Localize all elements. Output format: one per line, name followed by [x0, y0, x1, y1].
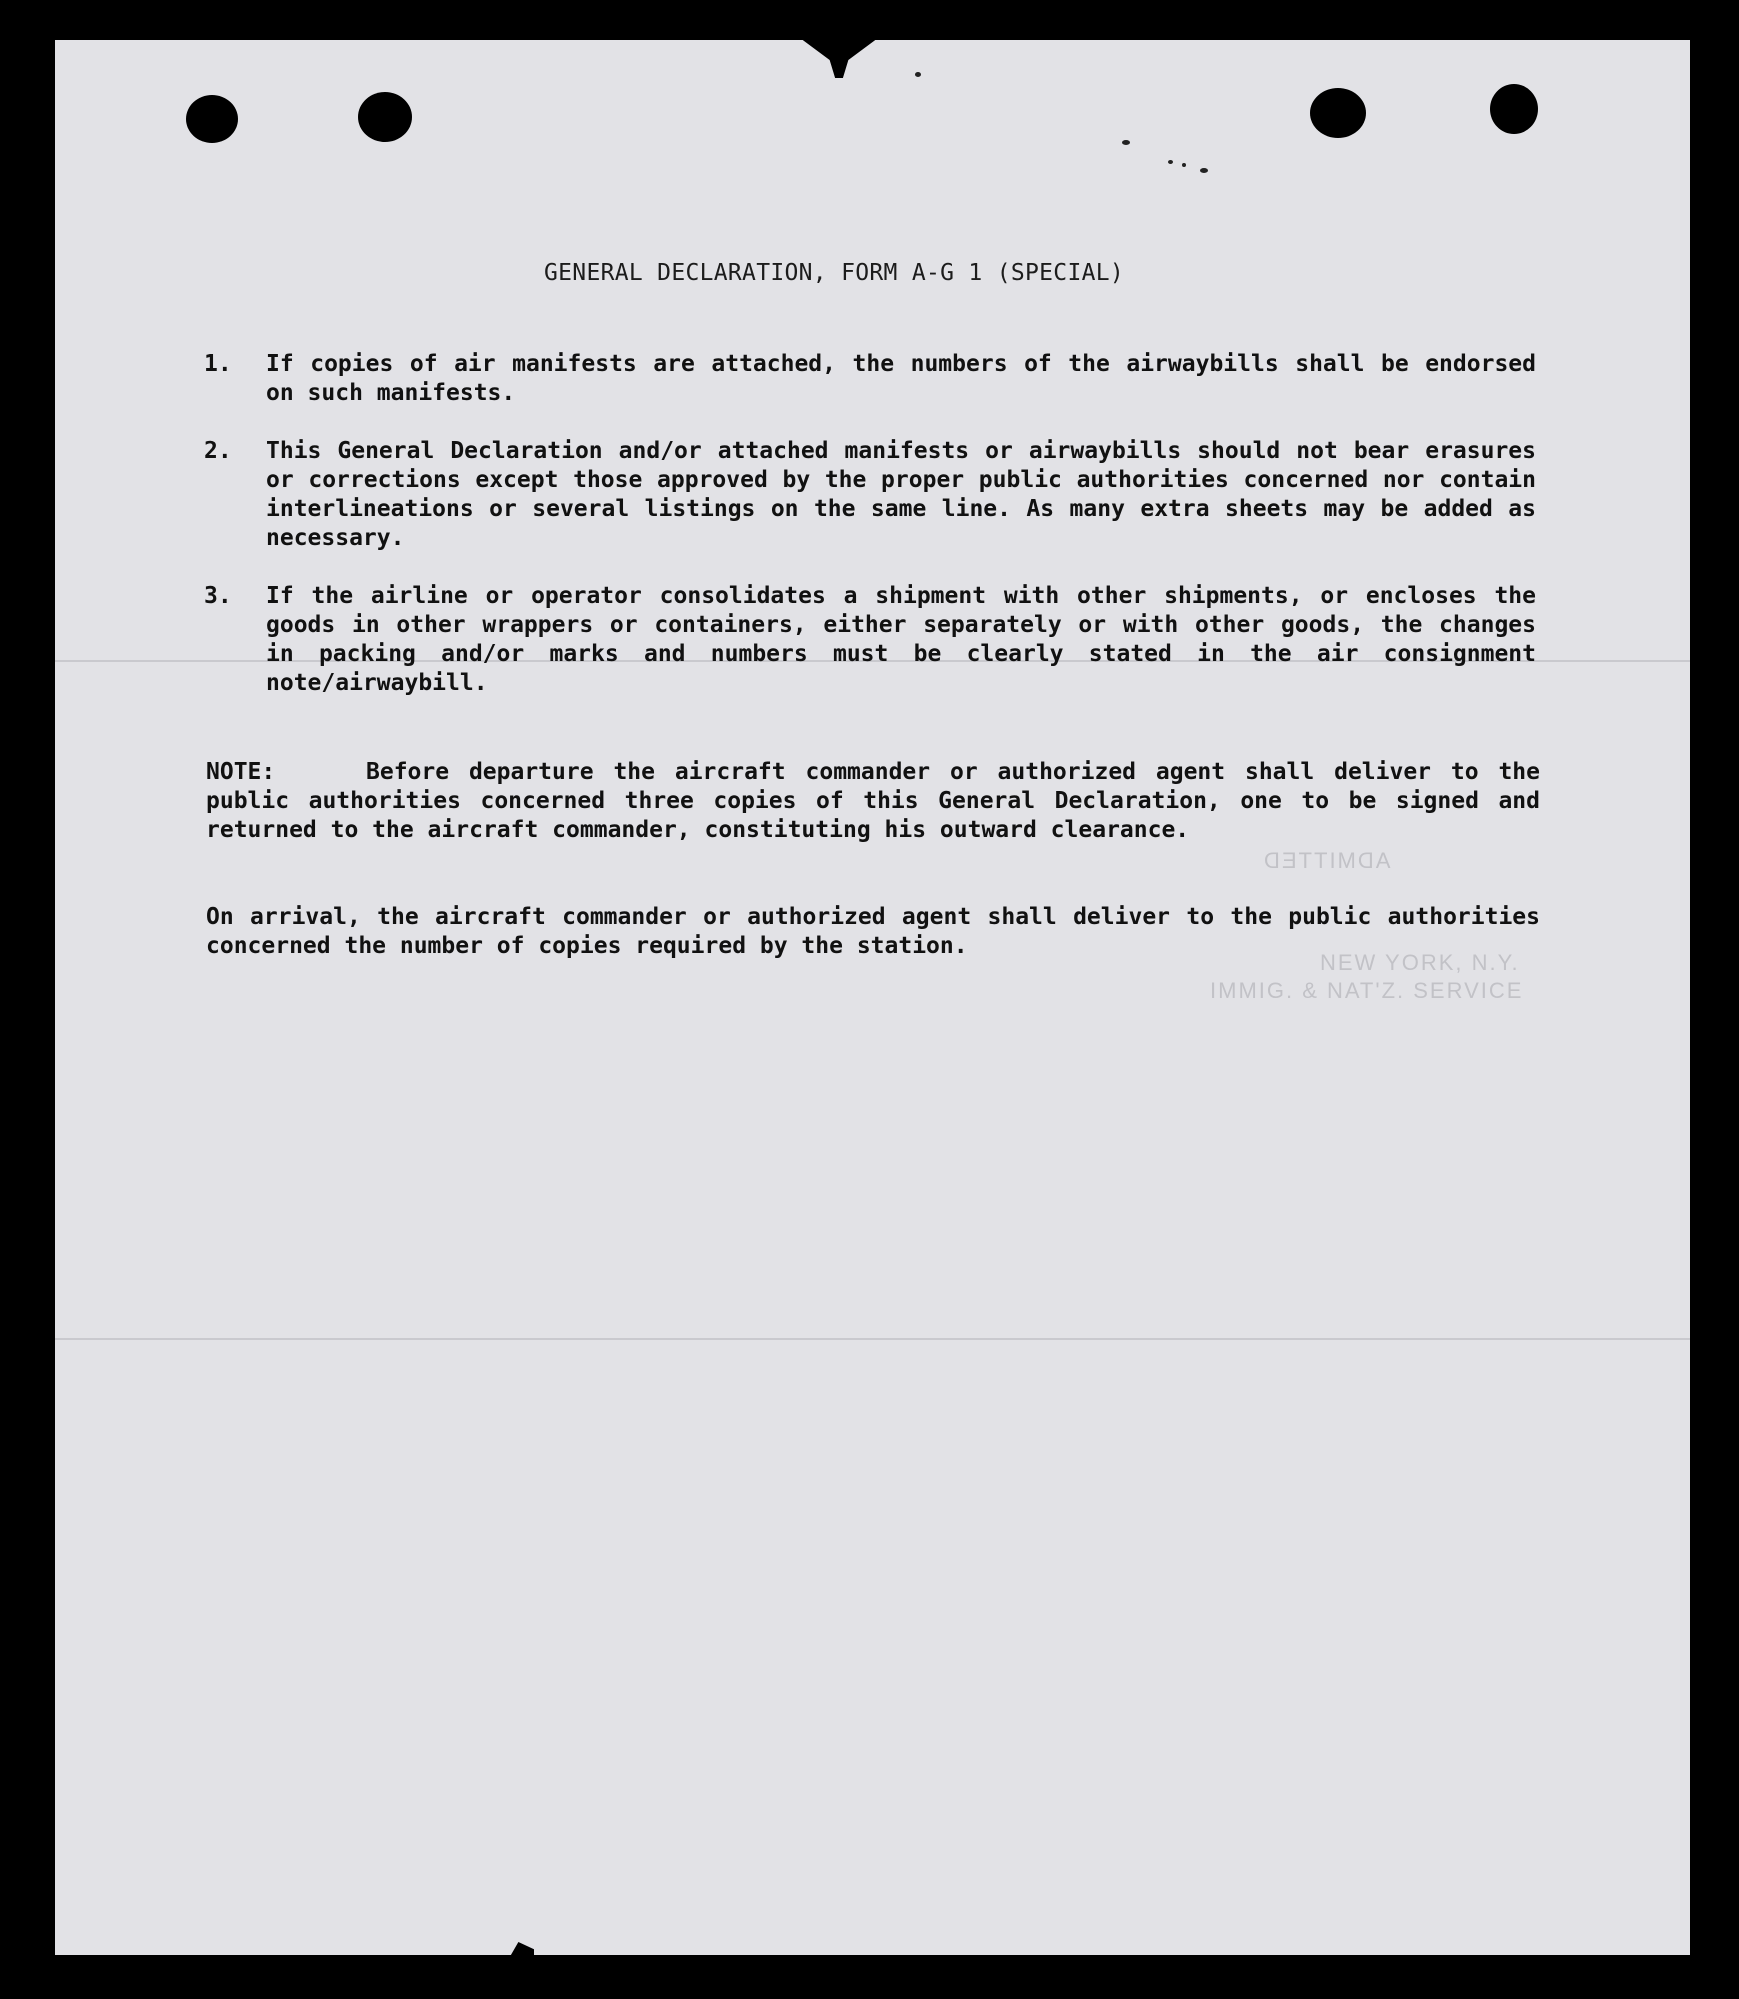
bleed-through-stamp-service: IMMIG. & NAT'Z. SERVICE	[1210, 978, 1524, 1003]
arrival-paragraph: On arrival, the aircraft commander or authorized agent shall deliver to the public authorities concerned the number of copies required by the station.	[206, 904, 1540, 959]
speck	[915, 72, 921, 77]
note-text: Before departure the aircraft commander or authorized agent shall deliver to the public authorities concerned three copies of this General Declaration, one to be signed and returned to the aircraft commander, constituting his outward clearance.	[206, 759, 1540, 843]
item-text: If copies of air manifests are attached, the numbers of the airwaybills shall be endorsed on such manifests.	[266, 351, 1536, 406]
document-title: GENERAL DECLARATION, FORM A-G 1 (SPECIAL)	[544, 260, 1125, 286]
speck	[1168, 160, 1173, 164]
item-text: If the airline or operator consolidates a shipment with other shipments, or encloses the goods in other wrappers or containers, either separately or with other goods, the changes in packing and/or marks and numbers must be clearly stated in the air consignment note/airwaybill.	[266, 583, 1536, 696]
punch-hole-right-outer	[1490, 84, 1538, 134]
note-paragraph	[206, 758, 1540, 845]
punch-hole-left-inner	[358, 92, 412, 142]
item-number: 1.	[204, 351, 232, 377]
speck	[1200, 168, 1208, 173]
speck	[1122, 140, 1130, 145]
bleed-through-stamp-city: NEW YORK, N.Y.	[1320, 950, 1520, 975]
item-number: 2.	[204, 438, 232, 464]
speck	[1182, 163, 1186, 167]
punch-hole-right-inner	[1310, 88, 1366, 138]
item-text: This General Declaration and/or attached manifests or airwaybills should not bear erasures or corrections except those approved by the proper public authorities concerned nor contain interlineations or several listings on the same line. As many extra sheets may be added as necessary.	[266, 438, 1536, 551]
bleed-through-stamp-admitted: ADMITTED	[1262, 848, 1391, 873]
note-label: NOTE:	[206, 759, 276, 785]
punch-hole-left-outer	[186, 95, 238, 143]
fold-line	[55, 1338, 1690, 1340]
item-number: 3.	[204, 583, 232, 609]
